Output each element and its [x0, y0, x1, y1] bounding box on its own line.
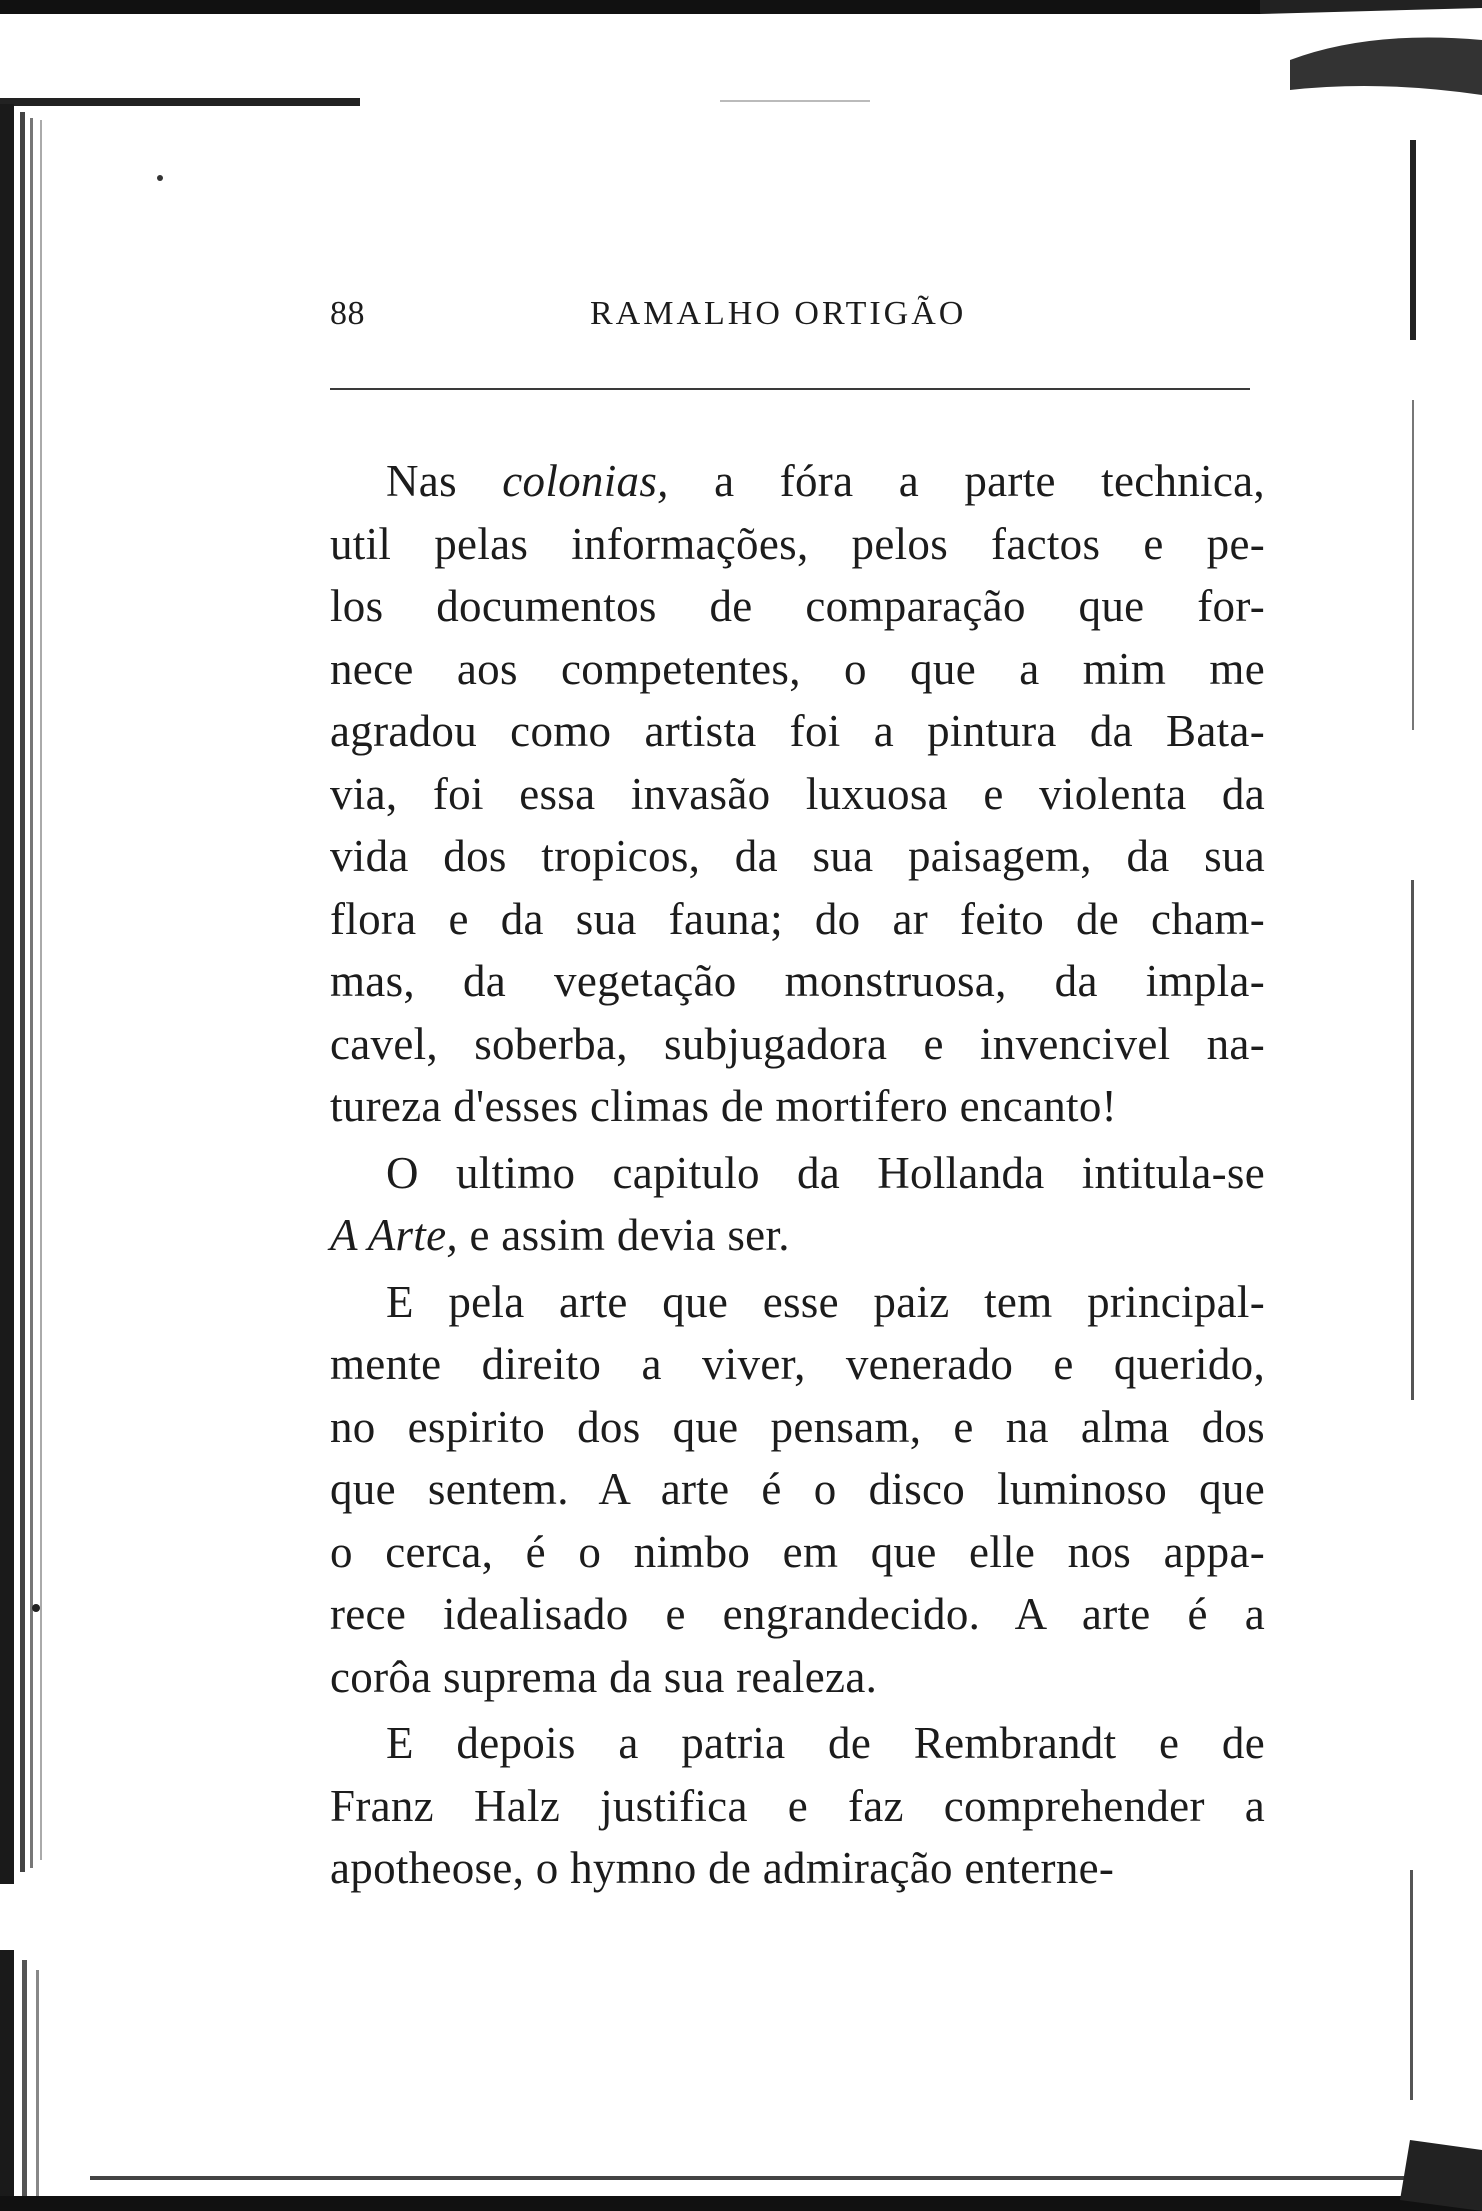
text-line [330, 513, 1265, 576]
text-span: mente direito a viver, venerado e querido, [330, 1339, 1265, 1389]
text-span: no espirito dos que pensam, e na alma dos [330, 1401, 1265, 1452]
text-line [330, 1837, 1265, 1900]
text-span: via, foi essa invasão luxuosa e violenta da [330, 768, 1265, 819]
text-line [330, 1458, 1265, 1521]
text-line [330, 1396, 1265, 1459]
text-span: nece aos competentes, o que a mim me [330, 643, 1265, 694]
text-span: O ultimo capitulo da Hollanda intitula-se [386, 1147, 1265, 1198]
text-span: colonias, [502, 456, 669, 506]
text-line [330, 1646, 1265, 1709]
text-span: que sentem. A arte é o disco luminoso que [330, 1464, 1265, 1514]
text-line [330, 1775, 1265, 1838]
text-line [330, 1142, 1265, 1205]
running-title: RAMALHO ORTIGÃO [590, 295, 967, 332]
text-span: tureza d'esses climas de mortifero encanto! [330, 1081, 1117, 1131]
text-line [330, 638, 1265, 701]
text-line [330, 450, 1265, 513]
body-text [330, 450, 1265, 1900]
text-span: flora e da sua fauna; do ar feito de cham- [330, 893, 1265, 944]
text-line [330, 888, 1265, 951]
text-span: Nas [386, 456, 503, 506]
text-span: E pela arte que esse paiz tem principal- [386, 1276, 1265, 1327]
text-span: A Arte, [330, 1210, 458, 1260]
text-span: E depois a patria de Rembrandt e de [386, 1718, 1265, 1768]
text-span: o cerca, é o nimbo em que elle nos appa- [330, 1526, 1265, 1577]
text-line [330, 1204, 1265, 1267]
text-line [330, 950, 1265, 1013]
header-rule [330, 388, 1250, 390]
text-line [330, 1013, 1265, 1076]
text-line [330, 1333, 1265, 1396]
text-span: util pelas informações, pelos factos e pe- [330, 518, 1265, 569]
text-span: apotheose, o hymno de admiração enterne- [330, 1843, 1115, 1893]
text-line [330, 1075, 1265, 1138]
page-header [330, 295, 1250, 343]
text-line [330, 1583, 1265, 1646]
text-span: mas, da vegetação monstruosa, da impla- [330, 956, 1265, 1006]
text-line [330, 700, 1265, 763]
text-line [330, 575, 1265, 638]
text-span: cavel, soberba, subjugadora e invencivel na- [330, 1018, 1265, 1069]
text-span: Franz Halz justifica e faz comprehender a [330, 1780, 1265, 1831]
text-span: vida dos tropicos, da sua paisagem, da sua [330, 831, 1265, 881]
text-span: e assim devia ser. [457, 1210, 790, 1260]
text-span: a fóra a parte technica, [668, 456, 1265, 506]
text-line [330, 825, 1265, 888]
text-span: rece idealisado e engrandecido. A arte é a [330, 1589, 1265, 1639]
text-line [330, 763, 1265, 826]
text-line [330, 1271, 1265, 1334]
text-span: los documentos de comparação que for- [330, 581, 1265, 631]
text-line [330, 1521, 1265, 1584]
text-span: agradou como artista foi a pintura da Bata- [330, 706, 1265, 756]
page-number: 88 [330, 295, 365, 332]
text-span: corôa suprema da sua realeza. [330, 1651, 878, 1702]
text-line [330, 1712, 1265, 1775]
